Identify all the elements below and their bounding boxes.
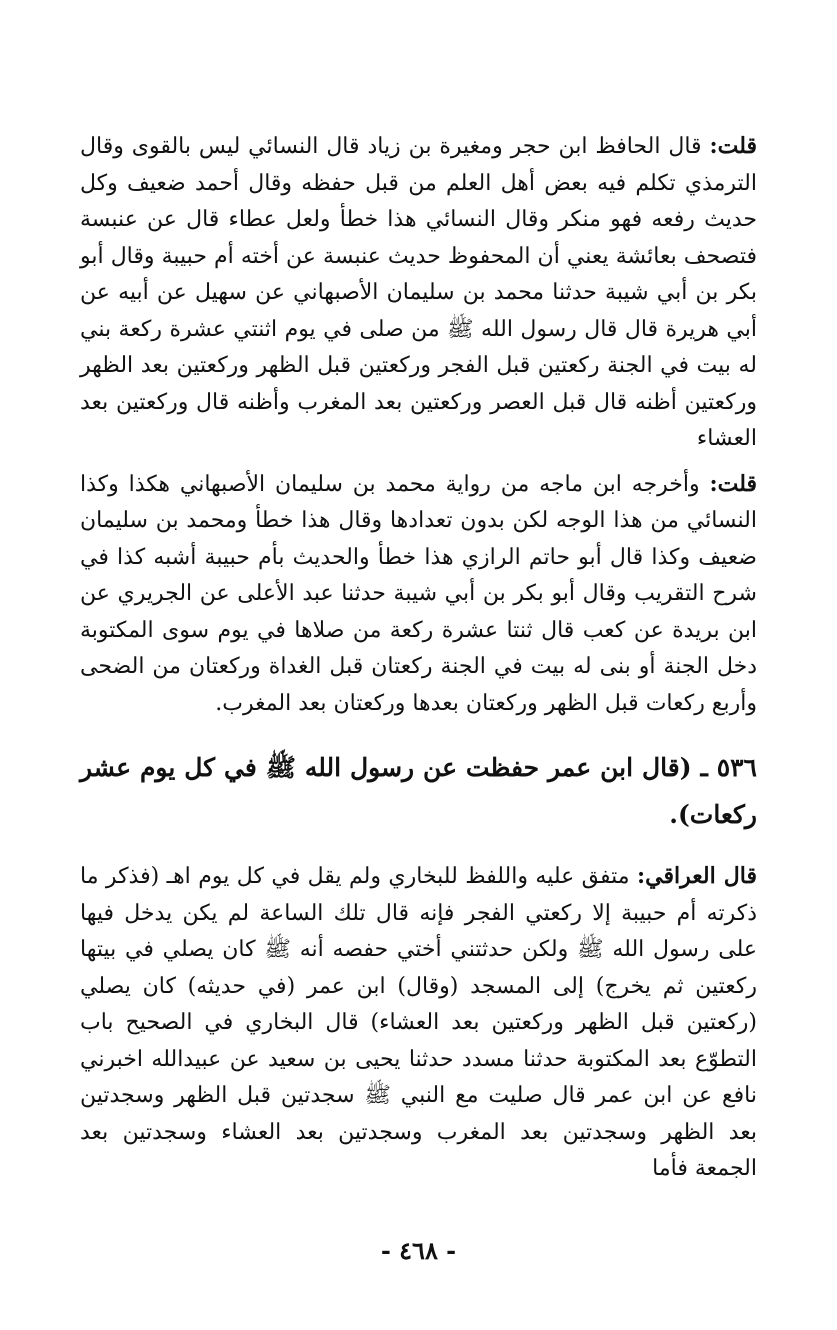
paragraph-lead: قلت: — [709, 470, 757, 497]
hadith-heading: ٥٣٦ ـ (قال ابن عمر حفظت عن رسول الله ﷺ في كل يوم عشر ركعات). — [80, 753, 757, 829]
paragraph-text: قال الحافظ ابن حجر ومغيرة بن زياد قال النسائي ليس بالقوى وقال الترمذي تكلم فيه بعض أهل العلم من قبل حفظه وقال أحمد ضعيف وكل حديث رفعه فهو منكر وقال النسائي هذا خطأ ولعل عطاء قال عن عنبسة فتصحف بعائشة يعني أن المحفوظ حديث عنبسة عن أخته أم حبيبة وقال أبو بكر بن أبي شيبة حدثنا محمد بن سليمان الأصبهاني عن سهيل عن أبيه عن أبي هريرة قال قال رسول الله ﷺ من صلى في يوم اثنتي عشرة ركعة بني له بيت في الجنة ركعتين قبل الفجر وركعتين قبل الظهر وركعتين بعد الظهر وركعتين أظنه قال قبل العصر وركعتين بعد المغرب وأظنه قال وركعتين بعد العشاء — [80, 134, 757, 451]
paragraph-text: متفق عليه واللفظ للبخاري ولم يقل في كل يوم اهـ (فذكر ما ذكرته أم حبيبة إلا ركعتي الفجر فإنه قال تلك الساعة لم يكن يدخل فيها على رسول الله ﷺ ولكن حدثتني أختي حفصه أنه ﷺ كان يصلي في بيتها ركعتين ثم يخرج) إلى المسجد (وقال) ابن عمر (في حديثه) كان يصلي (ركعتين قبل الظهر وركعتين بعد العشاء) قال البخاري في الصحيح باب التطوّع بعد المكتوبة حدثنا مسدد حدثنا يحيى بن سعيد عن عبيدالله اخبرني نافع عن ابن عمر قال صليت مع النبي ﷺ سجدتين قبل الظهر وسجدتين بعد الظهر وسجدتين بعد المغرب وسجدتين بعد العشاء وسجدتين بعد الجمعة فأما — [80, 864, 757, 1181]
paragraph-lead: قلت: — [709, 133, 757, 159]
paragraph-2 — [80, 466, 757, 723]
paragraph-3 — [80, 858, 757, 1188]
page-number: - ٤٦٨ - — [380, 1236, 457, 1265]
paragraph-lead: قال العراقي: — [637, 863, 757, 889]
paragraph-text: وأخرجه ابن ماجه من رواية محمد بن سليمان الأصبهاني هكذا وكذا النسائي من هذا الوجه لكن بدون تعدادها وقال هذا خطأ ومحمد بن سليمان ضعيف وكذا قال أبو حاتم الرازي هذا خطأ والحديث بأم حبيبة أشبه كذا في شرح التقريب وقال أبو بكر بن أبي شيبة حدثنا عبد الأعلى عن الجريري عن ابن بريدة عن كعب قال ثنتا عشرة ركعة من صلاها في يوم سوى المكتوبة دخل الجنة أو بنى له بيت في الجنة ركعتان قبل الغداة وركعتان من الضحى وأربع ركعات قبل الظهر وركعتان بعدها وركعتان بعد المغرب. — [80, 471, 757, 716]
paragraph-1 — [80, 128, 757, 458]
